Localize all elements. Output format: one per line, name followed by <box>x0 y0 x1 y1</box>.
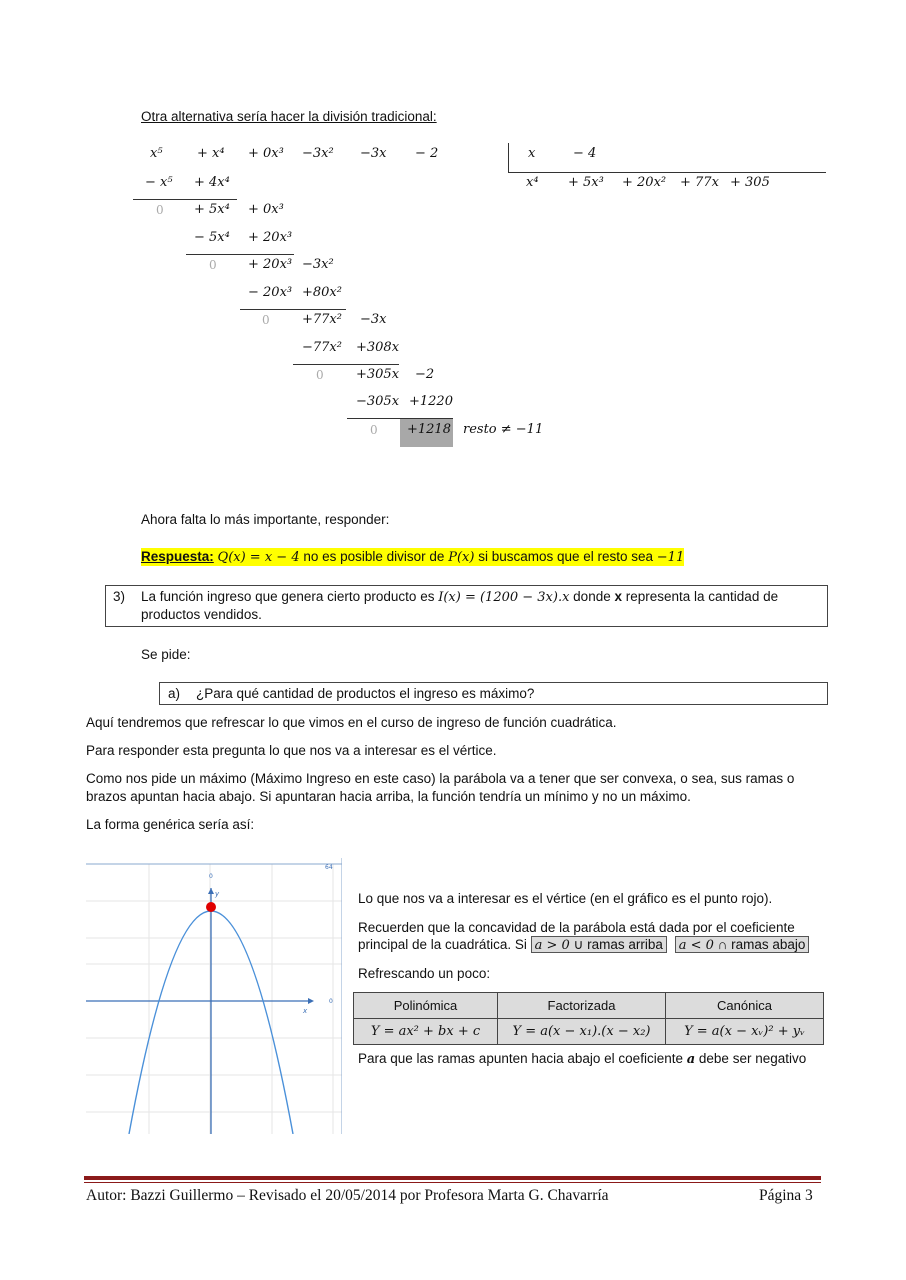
quotient-term: + 5x³ <box>568 175 604 190</box>
problem-3-text: representa la cantidad de <box>621 589 779 604</box>
income-formula: I(x) = (1200 − 3x).x <box>438 590 570 605</box>
division-rule <box>133 199 237 200</box>
item-a-label: a) <box>168 686 181 701</box>
divisor-horizontal-line <box>508 172 826 173</box>
divisor-term: − 4 <box>573 146 597 161</box>
problem-3-line-1 <box>141 589 778 605</box>
quotient-term: + 77x <box>680 175 719 190</box>
division-step: +305x <box>356 367 400 382</box>
positive-a-math: a > 0 <box>534 938 570 953</box>
division-step: − 20x³ <box>248 285 293 300</box>
negative-a-math: a < 0 <box>678 938 714 953</box>
division-step: + 5x⁴ <box>194 202 230 217</box>
division-step: −3x <box>360 312 387 327</box>
division-step: −3x² <box>302 257 334 272</box>
se-pide: Se pide: <box>141 647 191 662</box>
divisor-vertical-line <box>508 143 509 173</box>
problem-3-text: donde <box>569 589 615 604</box>
paragraph: Como nos pide un máximo (Máximo Ingreso en este caso) la parábola va a tener que ser convexa, o sea, sus ramas o <box>86 771 795 786</box>
tick-label-top: 64 <box>325 864 333 871</box>
resto-note: resto ≠ −11 <box>463 422 544 437</box>
respuesta-label: Respuesta: <box>141 549 214 564</box>
dividend-term: + x⁴ <box>197 146 225 161</box>
vertex-text: Lo que nos va a interesar es el vértice (en el gráfico es el punto rojo). <box>358 891 773 906</box>
division-zero: 0 <box>316 368 324 382</box>
table-header: Polinómica <box>354 993 498 1019</box>
y-axis-arrow <box>208 888 214 894</box>
y-axis-label: y <box>215 890 220 898</box>
table-header: Factorizada <box>498 993 666 1019</box>
dividend-term: − 2 <box>415 146 439 161</box>
division-step: +77x² <box>302 312 342 327</box>
table-formula: Y = ax² + bx + c <box>354 1019 498 1045</box>
division-rule <box>240 309 346 310</box>
paragraph: brazos apuntan hacia abajo. Si apuntaran hacia arriba, la función tendría un mínimo y no un máximo. <box>86 789 691 804</box>
division-step: −2 <box>415 367 435 382</box>
dividend-term: −3x <box>360 146 387 161</box>
negative-a-box <box>675 936 810 953</box>
ramas-coef: a <box>686 1052 696 1067</box>
paragraph: Para responder esta pregunta lo que nos va a interesar es el vértice. <box>86 743 497 758</box>
problem-3-text: La función ingreso que genera cierto producto es <box>141 589 439 604</box>
respuesta-value: −11 <box>656 550 685 565</box>
quotient-term: x⁴ <box>526 175 539 190</box>
division-step: + 0x³ <box>248 202 284 217</box>
footer-page: Página 3 <box>759 1187 813 1204</box>
footer-author: Autor: Bazzi Guillermo – Revisado el 20/05/2014 por Profesora Marta G. Chavarría <box>86 1187 609 1204</box>
division-step: −305x <box>356 394 400 409</box>
negative-a-text: ∩ ramas abajo <box>713 937 806 952</box>
division-step: − x⁵ <box>145 175 173 190</box>
table-formula: Y = a(x − xᵥ)² + yᵥ <box>666 1019 824 1045</box>
division-step: + 20x³ <box>248 230 293 245</box>
respuesta-q: Q(x) = x − 4 <box>217 550 300 565</box>
intro-text: Otra alternativa sería hacer la división tradicional: <box>141 109 437 124</box>
division-step: +80x² <box>302 285 342 300</box>
positive-a-box <box>531 936 667 953</box>
division-zero: 0 <box>156 203 164 217</box>
dividend-term: + 0x³ <box>248 146 284 161</box>
remainder-value: +1218 <box>407 422 451 437</box>
division-step: +1220 <box>409 394 453 409</box>
division-zero: 0 <box>370 423 378 437</box>
x-axis-arrow <box>308 998 314 1004</box>
ramas-text-1: Para que las ramas apunten hacia abajo el coeficiente <box>358 1051 687 1066</box>
concavity-text: principal de la cuadrática. Si <box>358 937 531 952</box>
tick-label-zero-right: 0 <box>329 998 333 1005</box>
footer-rule-thin <box>84 1182 821 1183</box>
tick-label-zero-top: 0 <box>209 873 213 880</box>
division-rule <box>293 364 399 365</box>
division-step: −77x² <box>302 340 342 355</box>
respuesta-text-2: si buscamos que el resto sea <box>474 549 657 564</box>
problem-3-number: 3) <box>113 589 126 604</box>
ramas-text-2: debe ser negativo <box>695 1051 807 1066</box>
ramas-text <box>358 1051 806 1067</box>
table-formula-row <box>354 1019 824 1045</box>
respuesta-text-1: no es posible divisor de <box>299 549 449 564</box>
item-a-text: ¿Para qué cantidad de productos el ingreso es máximo? <box>196 686 535 701</box>
problem-3-line-2: productos vendidos. <box>141 607 262 622</box>
concavity-line-1: Recuerden que la concavidad de la parábola está dada por el coeficiente <box>358 920 795 935</box>
positive-a-text: ∪ ramas arriba <box>569 937 663 952</box>
paragraph: Aquí tendremos que refrescar lo que vimos en el curso de ingreso de función cuadrática. <box>86 715 617 730</box>
division-step: + 20x³ <box>248 257 293 272</box>
division-step: +308x <box>356 340 400 355</box>
table-formula: Y = a(x − x₁).(x − x₂) <box>498 1019 666 1045</box>
quadratic-forms-table <box>353 992 824 1045</box>
division-zero: 0 <box>262 313 270 327</box>
vertex-point <box>206 902 216 912</box>
dividend-term: x⁵ <box>150 146 163 161</box>
dividend-term: −3x² <box>302 146 334 161</box>
parabola-graph <box>86 858 342 1134</box>
problem-3-var: x <box>614 589 622 604</box>
quotient-term: + 20x² <box>622 175 667 190</box>
respuesta-p: P(x) <box>448 550 475 565</box>
division-zero: 0 <box>209 258 217 272</box>
divisor-term: x <box>528 146 536 161</box>
paragraph: La forma genérica sería así: <box>86 817 255 832</box>
concavity-line-2 <box>358 937 809 953</box>
table-header-row <box>354 993 824 1019</box>
quotient-term: + 305 <box>730 175 770 190</box>
division-rule <box>186 254 294 255</box>
refrescando: Refrescando un poco: <box>358 966 491 981</box>
x-axis-label: x <box>303 1007 308 1015</box>
respuesta-line <box>141 548 684 566</box>
footer-rule-thick <box>84 1176 821 1180</box>
division-step: + 4x⁴ <box>194 175 230 190</box>
division-step: − 5x⁴ <box>194 230 230 245</box>
ahora-text: Ahora falta lo más importante, responder: <box>141 512 390 527</box>
table-header: Canónica <box>666 993 824 1019</box>
